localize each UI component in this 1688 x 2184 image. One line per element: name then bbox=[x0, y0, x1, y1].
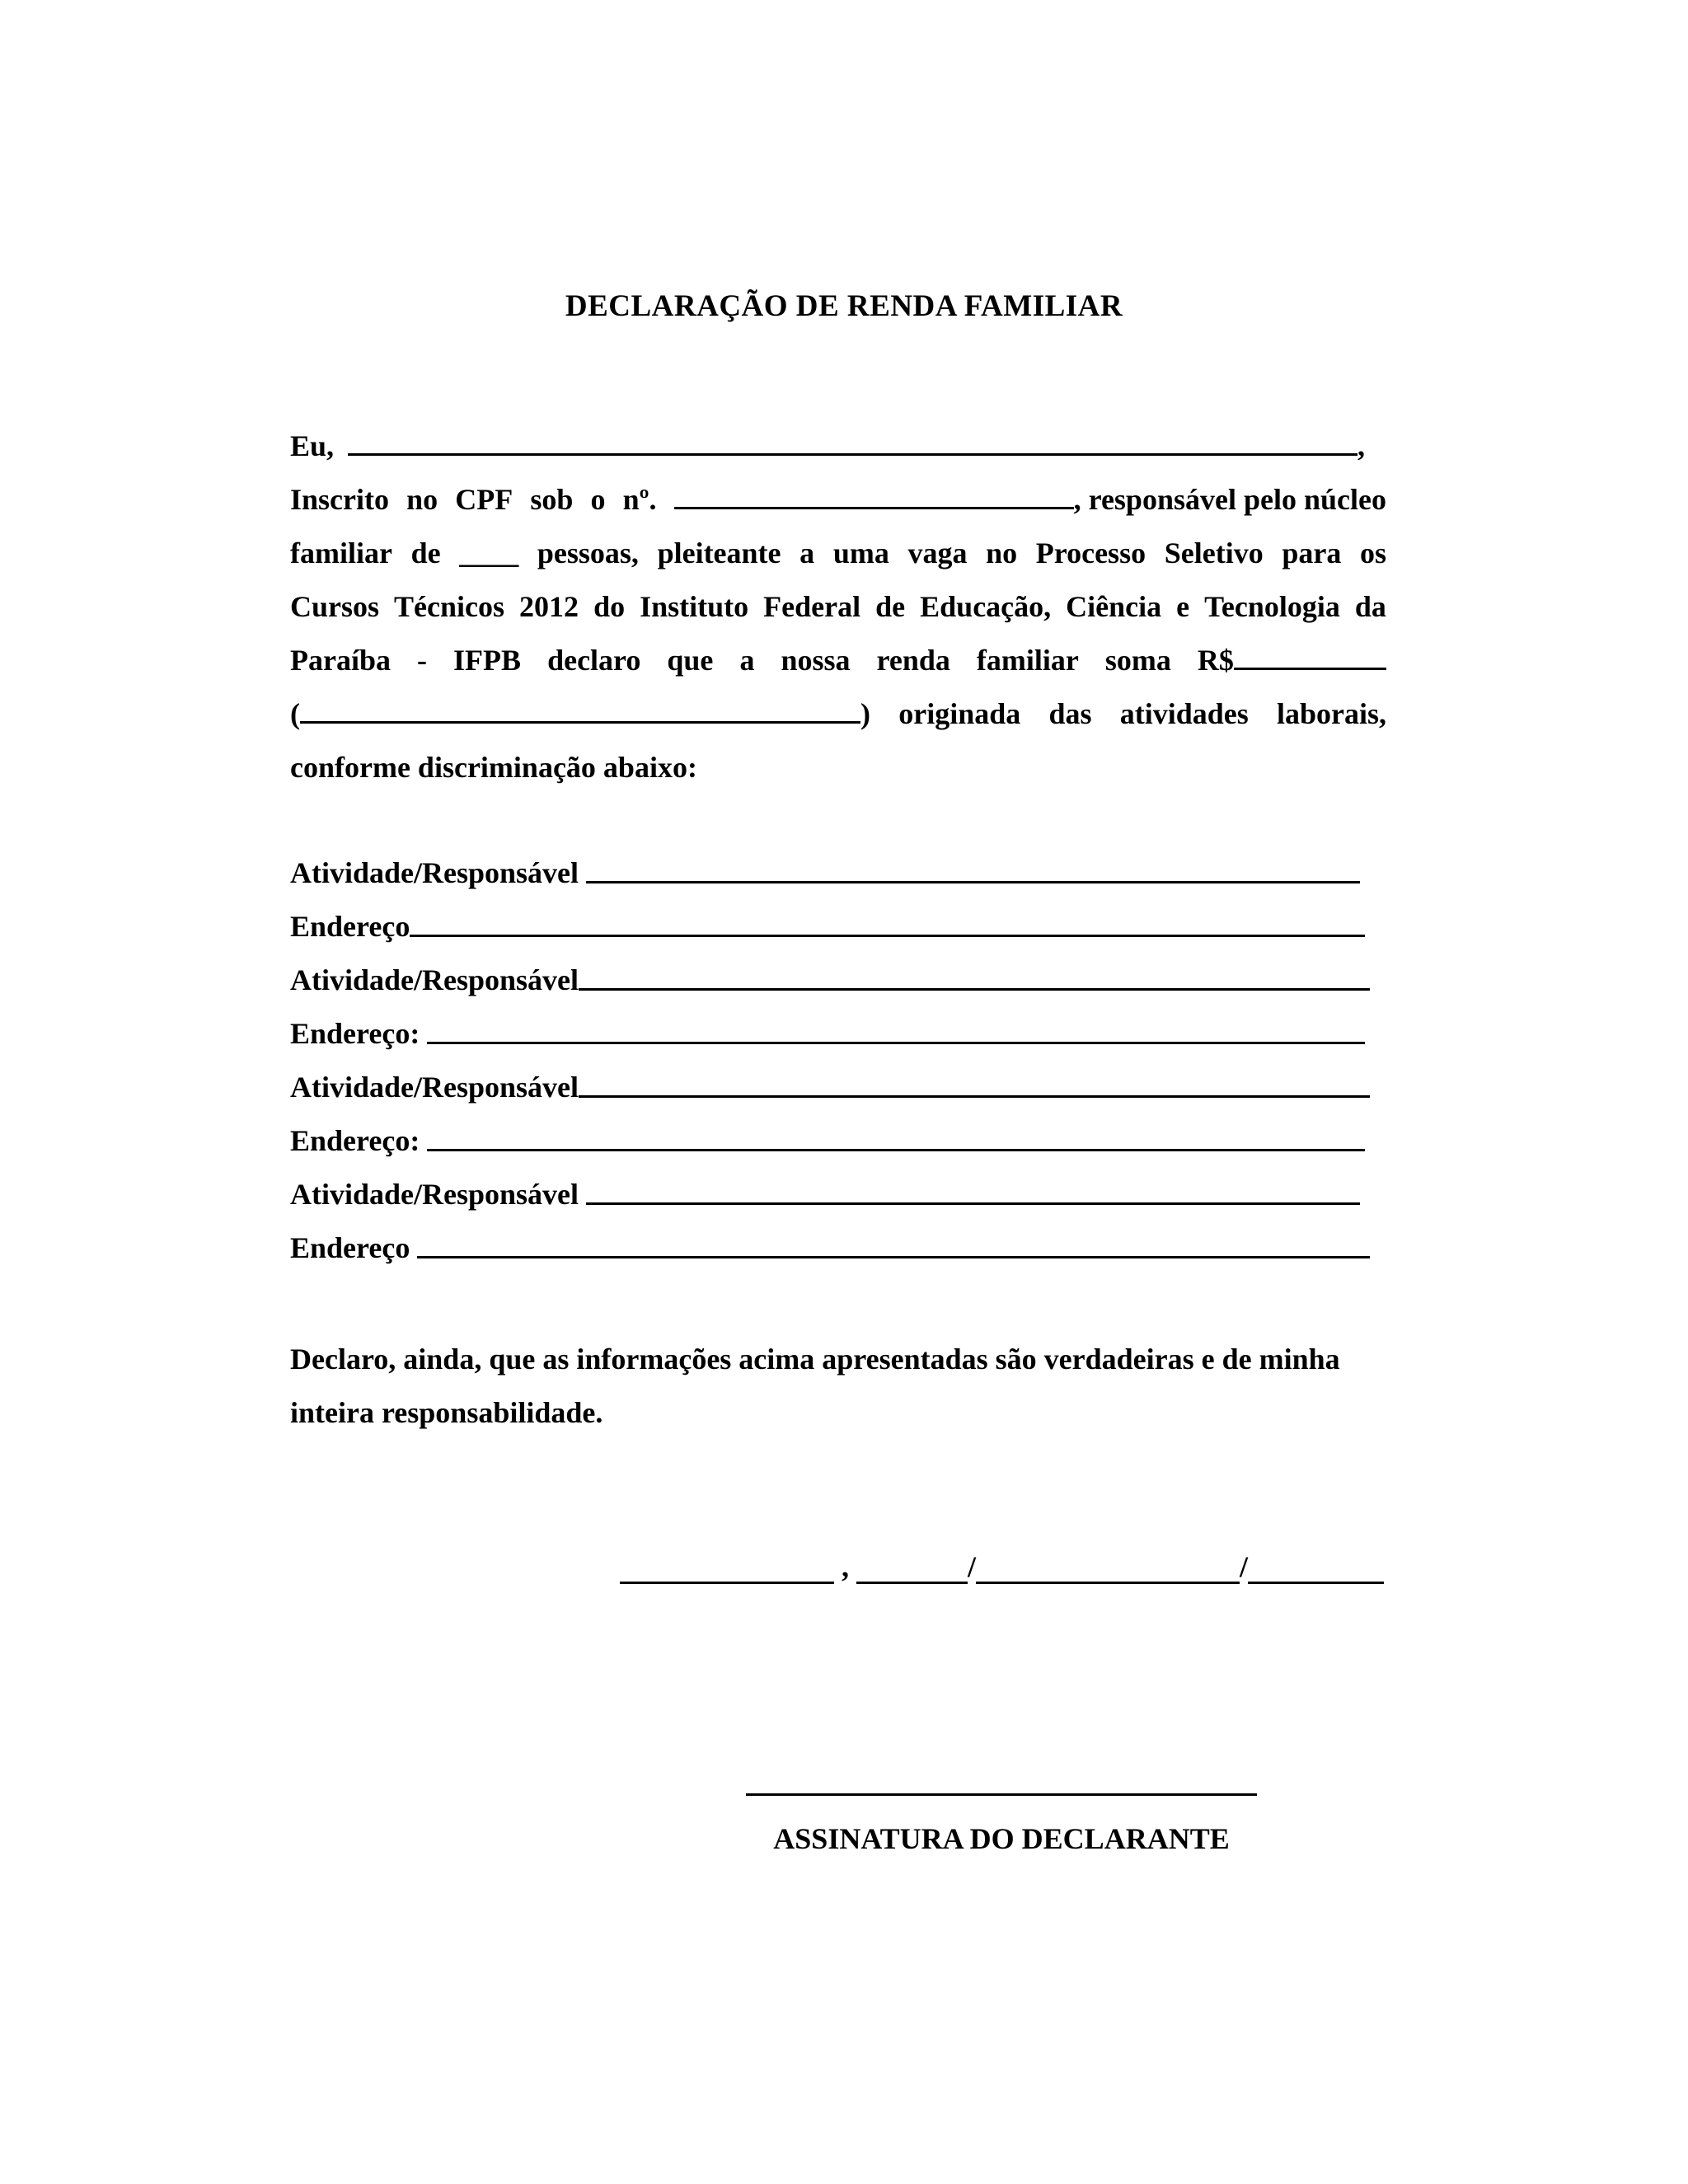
word: ____ bbox=[459, 537, 519, 569]
word: Ciência bbox=[1066, 590, 1162, 623]
word: 2012 bbox=[519, 590, 579, 623]
word: familiar bbox=[976, 644, 1079, 677]
line-6 bbox=[290, 696, 1386, 731]
signature-line[interactable] bbox=[746, 1793, 1257, 1796]
line-3 bbox=[290, 536, 1386, 570]
name-line bbox=[290, 429, 1365, 463]
word: que bbox=[667, 644, 714, 677]
word: de bbox=[410, 537, 441, 569]
word: a bbox=[799, 537, 815, 569]
field-label: Atividade/Responsável bbox=[290, 963, 579, 996]
eu-label: Eu, bbox=[290, 429, 335, 462]
cpf-after-text: , responsável pelo núcleo bbox=[1073, 483, 1386, 516]
word: Paraíba bbox=[290, 644, 391, 677]
cpf-line bbox=[290, 482, 1386, 517]
word: laborais, bbox=[1276, 697, 1386, 730]
declaration-text: Declaro, ainda, que as informações acima apresentadas são verdadeiras e de minha inteira responsabilidade. bbox=[290, 1343, 1340, 1429]
word: do bbox=[593, 590, 626, 623]
word: e bbox=[1176, 590, 1190, 623]
word: nº. bbox=[622, 483, 657, 516]
field-row bbox=[290, 963, 1370, 997]
word: pleiteante bbox=[657, 537, 781, 569]
field-blank[interactable] bbox=[417, 1256, 1370, 1258]
field-row bbox=[290, 1070, 1370, 1104]
word: R$ bbox=[1197, 644, 1234, 677]
line-5 bbox=[290, 643, 1386, 677]
date-line bbox=[620, 1549, 1384, 1584]
open-paren: ( bbox=[290, 697, 300, 730]
word: familiar bbox=[290, 537, 392, 569]
field-blank[interactable] bbox=[579, 988, 1370, 991]
field-blank[interactable] bbox=[427, 1149, 1365, 1151]
word: os bbox=[1359, 537, 1386, 569]
city-blank[interactable] bbox=[620, 1557, 834, 1584]
word: uma bbox=[832, 537, 889, 569]
word: Processo bbox=[1035, 537, 1146, 569]
word: Tecnologia bbox=[1204, 590, 1340, 623]
date-comma: , bbox=[834, 1550, 856, 1583]
field-row bbox=[290, 1123, 1365, 1158]
field-label: Atividade/Responsável bbox=[290, 1178, 587, 1211]
word bbox=[1198, 643, 1386, 677]
name-blank[interactable] bbox=[348, 429, 1357, 456]
field-blank[interactable] bbox=[410, 935, 1365, 937]
word: das bbox=[1048, 697, 1092, 730]
word: no bbox=[986, 537, 1018, 569]
word: para bbox=[1282, 537, 1342, 569]
field-blank[interactable] bbox=[427, 1042, 1365, 1044]
word: da bbox=[1354, 590, 1386, 623]
close-paren: ) bbox=[860, 697, 870, 730]
word: Inscrito bbox=[290, 483, 389, 516]
word: Federal bbox=[763, 590, 861, 623]
field-blank[interactable] bbox=[579, 1095, 1370, 1098]
field-label: Endereço: bbox=[290, 1124, 428, 1157]
word: originada bbox=[898, 697, 1021, 730]
word: CPF bbox=[455, 483, 513, 516]
word: Cursos bbox=[290, 590, 380, 623]
word: sob bbox=[530, 483, 574, 516]
line-4 bbox=[290, 589, 1386, 624]
word: nossa bbox=[781, 644, 851, 677]
signature-label: ASSINATURA DO DECLARANTE bbox=[773, 1822, 1230, 1855]
month-blank[interactable] bbox=[976, 1557, 1240, 1584]
field-row bbox=[290, 1230, 1370, 1265]
word: o bbox=[590, 483, 606, 516]
field-label: Endereço bbox=[290, 1231, 418, 1264]
field-label: Atividade/Responsável bbox=[290, 856, 587, 889]
name-comma: , bbox=[1357, 429, 1366, 462]
field-label: Atividade/Responsável bbox=[290, 1071, 579, 1104]
word: declaro bbox=[547, 644, 641, 677]
word: Educação, bbox=[920, 590, 1052, 623]
field-row bbox=[290, 1016, 1365, 1051]
word: de bbox=[875, 590, 906, 623]
word: no bbox=[406, 483, 438, 516]
line-7: conforme discriminação abaixo: bbox=[290, 751, 697, 784]
word: vaga bbox=[907, 537, 968, 569]
word: Técnicos bbox=[394, 590, 505, 623]
cpf-blank[interactable] bbox=[674, 482, 1074, 509]
document-title: DECLARAÇÃO DE RENDA FAMILIAR bbox=[565, 289, 1123, 323]
field-row bbox=[290, 1177, 1360, 1212]
day-blank[interactable] bbox=[856, 1557, 968, 1584]
date-slash: / bbox=[968, 1550, 977, 1583]
word: Instituto bbox=[640, 590, 749, 623]
year-blank[interactable] bbox=[1248, 1557, 1384, 1584]
word: a bbox=[739, 644, 755, 677]
amount-blank[interactable] bbox=[1234, 643, 1386, 670]
field-label: Endereço bbox=[290, 910, 410, 943]
word: - bbox=[417, 644, 428, 677]
word: renda bbox=[876, 644, 950, 677]
field-row bbox=[290, 909, 1365, 944]
word: soma bbox=[1104, 644, 1171, 677]
field-blank[interactable] bbox=[586, 881, 1360, 883]
field-label: Endereço: bbox=[290, 1017, 428, 1050]
field-blank[interactable] bbox=[586, 1202, 1360, 1205]
word: IFPB bbox=[453, 644, 522, 677]
word: atividades bbox=[1119, 697, 1249, 730]
field-row bbox=[290, 855, 1360, 890]
word: pessoas, bbox=[537, 537, 639, 569]
amount-words-blank[interactable] bbox=[300, 696, 860, 724]
word: Seletivo bbox=[1164, 537, 1264, 569]
date-slash: / bbox=[1240, 1550, 1249, 1583]
